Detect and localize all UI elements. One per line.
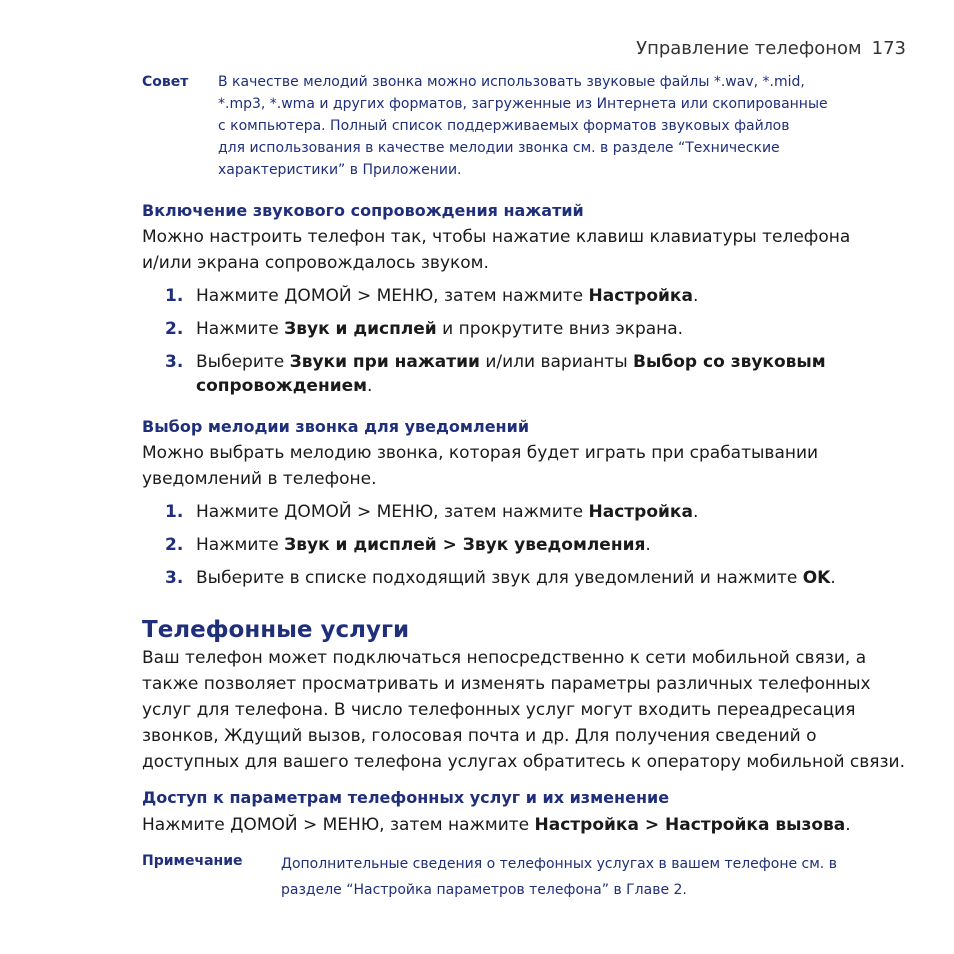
step-text-continuation: сопровождением. xyxy=(196,376,373,396)
body-line: также позволяет просматривать и изменять параметры различных телефонных xyxy=(142,674,871,694)
section-instruction xyxy=(142,812,851,838)
intro-line: Можно настроить телефон так, чтобы нажатие клавиш клавиатуры телефона xyxy=(142,227,851,247)
note-line: разделе “Настройка параметров телефона” в Главе 2. xyxy=(281,882,687,898)
section-intro xyxy=(142,224,850,276)
step-item xyxy=(0,532,954,558)
running-header xyxy=(636,38,906,59)
tip-text xyxy=(218,71,828,181)
note-label: Примечание xyxy=(142,853,243,869)
running-header-title: Управление телефоном xyxy=(636,38,862,59)
step-item xyxy=(0,283,954,309)
page-number: 173 xyxy=(871,38,906,59)
section-heading-sound-feedback: Включение звукового сопровождения нажатий xyxy=(142,201,584,220)
section-heading-notification-ringtone: Выбор мелодии звонка для уведомлений xyxy=(142,417,530,436)
step-text: Нажмите Звук и дисплей > Звук уведомления. xyxy=(196,535,651,555)
tip-line: характеристики” в Приложении. xyxy=(218,162,462,178)
step-number: 2. xyxy=(165,319,184,339)
section-title-phone-services: Телефонные услуги xyxy=(142,617,410,643)
step-text: Нажмите Звук и дисплей и прокрутите вниз экрана. xyxy=(196,319,684,339)
step-item xyxy=(0,316,954,342)
step-text: Нажмите ДОМОЙ > МЕНЮ, затем нажмите Настройка. xyxy=(196,286,699,306)
step-text: Нажмите ДОМОЙ > МЕНЮ, затем нажмите Настройка. xyxy=(196,502,699,522)
tip-line: В качестве мелодий звонка можно использовать звуковые файлы *.wav, *.mid, xyxy=(218,74,805,90)
step-number: 3. xyxy=(165,568,184,588)
phone-services-body xyxy=(142,645,905,775)
note-text xyxy=(281,851,837,903)
tip-line: с компьютера. Полный список поддерживаемых форматов звуковых файлов xyxy=(218,118,790,134)
body-line: услуг для телефона. В число телефонных услуг могут входить переадресация xyxy=(142,700,856,720)
step-text: Выберите Звуки при нажатии и/или варианты Выбор со звуковым xyxy=(196,352,826,372)
body-line: доступных для вашего телефона услугах обратитесь к оператору мобильной связи. xyxy=(142,752,906,772)
step-item xyxy=(0,349,954,401)
intro-line: и/или экрана сопровождалось звуком. xyxy=(142,253,489,273)
tip-label: Совет xyxy=(142,74,189,90)
step-item xyxy=(0,499,954,525)
body-line: Ваш телефон может подключаться непосредственно к сети мобильной связи, а xyxy=(142,648,867,668)
step-number: 2. xyxy=(165,535,184,555)
section-intro xyxy=(142,440,818,492)
tip-line: *.mp3, *.wma и других форматов, загруженные из Интернета или скопированные xyxy=(218,96,828,112)
note-line: Дополнительные сведения о телефонных услугах в вашем телефоне см. в xyxy=(281,856,837,872)
step-text: Выберите в списке подходящий звук для уведомлений и нажмите OK. xyxy=(196,568,836,588)
body-line: звонков, Ждущий вызов, голосовая почта и др. Для получения сведений о xyxy=(142,726,817,746)
step-number: 1. xyxy=(165,502,184,522)
intro-line: уведомлений в телефоне. xyxy=(142,469,377,489)
tip-line: для использования в качестве мелодии звонка см. в разделе “Технические xyxy=(218,140,780,156)
instruction-line: Нажмите ДОМОЙ > МЕНЮ, затем нажмите Настройка > Настройка вызова. xyxy=(142,815,851,835)
step-number: 3. xyxy=(165,352,184,372)
step-item xyxy=(0,565,954,591)
step-number: 1. xyxy=(165,286,184,306)
section-heading-phone-services-settings: Доступ к параметрам телефонных услуг и их изменение xyxy=(142,788,670,807)
intro-line: Можно выбрать мелодию звонка, которая будет играть при срабатывании xyxy=(142,443,819,463)
